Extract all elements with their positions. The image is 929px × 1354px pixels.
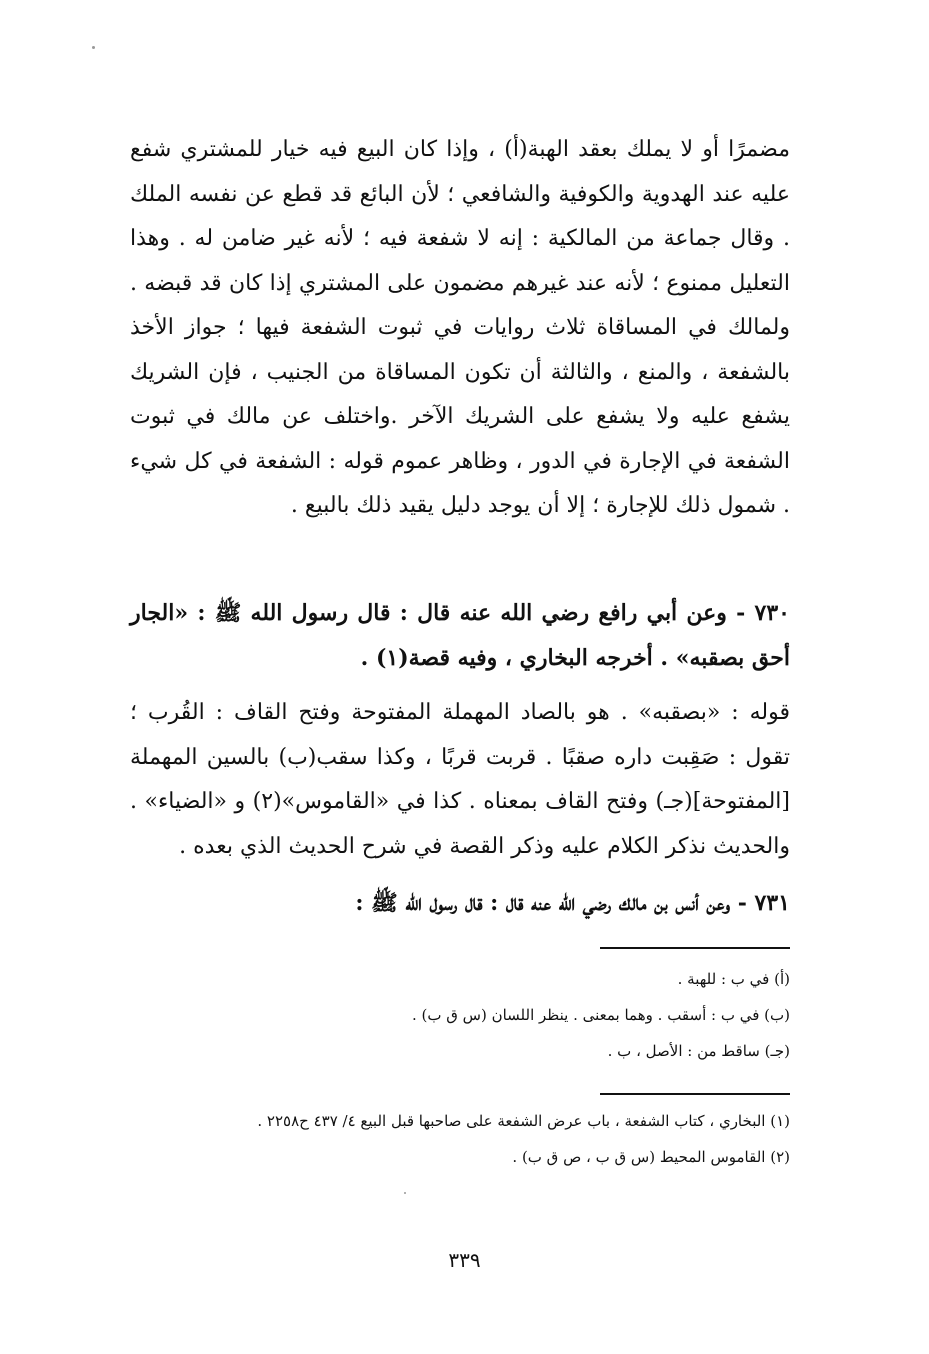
commentary-paragraph-2: قوله : «بصقبه» . هو بالصاد المهملة المفتوحة وفتح القاف : القُرب ؛ تقول : صَقِبت داره صقبًا . قربت قربًا ، وكذا سقب(ب) بالسين المهملة [المفتوحة](جـ) وفتح القاف بمعناه . كذا في «القاموس»(٢) و «الضياء» . والحديث نذكر الكلام عليه وذكر القصة في شرح الحديث الذي بعده . bbox=[130, 700, 790, 859]
apparatus-note: (ب) في ب : أسقب . وهما بمعنى . ينظر اللسان (س ق ب) . bbox=[411, 1006, 790, 1024]
scan-speck bbox=[404, 1192, 406, 1194]
commentary-paragraph: مضمرًا أو لا يملك بعقد الهبة(أ) ، وإذا كان البيع فيه خيار للمشتري شفع عليه عند الهدوية والكوفية والشافعي ؛ لأن البائع قد قطع عن نفسه الملك . وقال جماعة من المالكية : إنه لا شفعة فيه ؛ لأنه غير ضامن له . وهذا التعليل ممنوع ؛ لأنه عند غيرهم مضمون على المشتري إذا كان قد قبضه . ولمالك في المساقاة ثلاث روايات في ثبوت الشفعة فيها ؛ جواز الأخذ بالشفعة ، والمنع ، والثالثة أن تكون المساقاة من الجنيب ، فإن الشريك يشفع عليه ولا يشفع على الشريك الآخر .واختلف عن مالك في ثبوت الشفعة في الإجارة في الدور ، وظاهر عموم قوله : الشفعة في كل شيء . شمول ذلك للإجارة ؛ إلا أن يوجد دليل يقيد ذلك بالبيع . bbox=[130, 137, 790, 518]
page-content bbox=[130, 128, 790, 1175]
apparatus-notes bbox=[130, 961, 790, 1069]
numbered-notes bbox=[130, 1103, 790, 1175]
apparatus-note: (جـ) ساقط من : الأصل ، ب . bbox=[607, 1042, 790, 1060]
numbered-note: (٢) القاموس المحيط (س ق ب ، ص ق ب) . bbox=[512, 1148, 790, 1166]
hadith-731: ٧٣١ - وعن أنس بن مالك رضي الله عنه قال : قال رسول الله ﷺ : bbox=[355, 890, 790, 916]
numbered-note: (١) البخاري ، كتاب الشفعة ، باب عرض الشفعة على صاحبها قبل البيع ٤/ ٤٣٧ ح٢٢٥٨ . bbox=[257, 1112, 790, 1130]
scan-speck bbox=[92, 46, 95, 49]
page-number: ٣٣٩ bbox=[448, 1248, 481, 1272]
footnote-divider-apparatus bbox=[600, 947, 790, 949]
footnote-divider-numbered bbox=[600, 1093, 790, 1095]
main-text bbox=[130, 128, 790, 925]
hadith-730: ٧٣٠ - وعن أبي رافع رضي الله عنه قال : قال رسول الله ﷺ : «الجار أحق بصقبه» . أخرجه البخاري ، وفيه قصة(١) . bbox=[130, 600, 790, 671]
apparatus-note: (أ) في ب : للهبة . bbox=[677, 970, 790, 988]
